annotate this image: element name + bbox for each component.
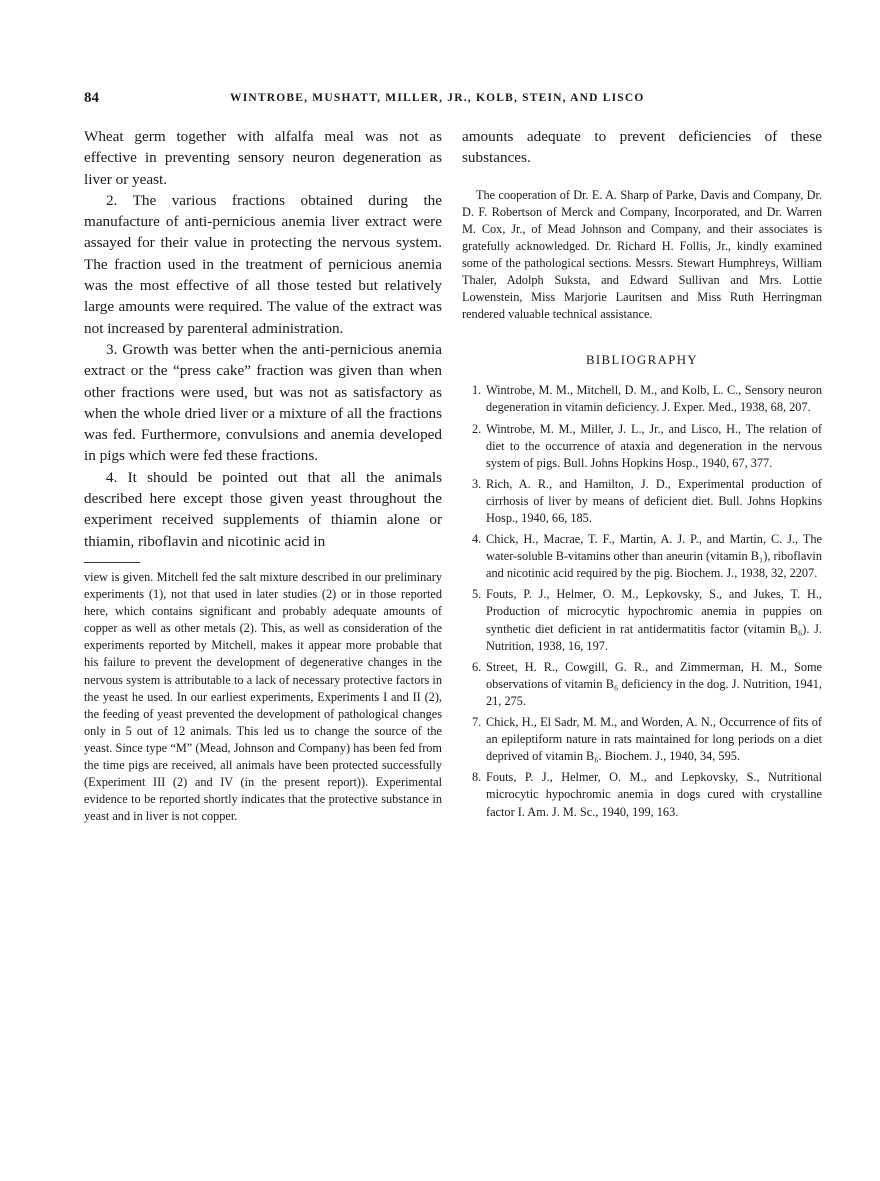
left-column [84,126,442,825]
reference-5 [462,586,822,654]
reference-6 [462,659,822,710]
reference-text: Wintrobe, M. M., Mitchell, D. M., and Kolb, L. C., Sensory neuron degeneration in vitamin deficiency. J. Exper. Med., 1938, 68, 207. [486,383,822,415]
paragraph-1: Wheat germ together with alfalfa meal was not as effective in preventing sensory neuron degeneration as liver or yeast. [84,128,442,188]
reference-text: Fouts, P. J., Helmer, O. M., and Lepkovsky, S., Nutritional microcytic hypochromic anemia in dogs cured with crystalline factor I. Am. J. M. Sc., 1940, 199, 163. [486,770,822,819]
right-column [462,126,822,825]
acknowledgment: The cooperation of Dr. E. A. Sharp of Parke, Davis and Company, Dr. D. F. Robertson of Merck and Company, Incorporated, and Dr. Warren M. Cox, Jr., of Mead Johnson and Company, and their associates is gratefully acknowledged. Dr. Richard H. Follis, Jr., kindly examined some of the pathological sections. Messrs. Stewart Humphreys, William Thaler, Adolph Suksta, and Edward Sullivan and Mrs. Lottie Lowenstein, Miss Marjorie Lauritsen and Miss Ruth Herringman rendered valuable technical assistance. [462,187,822,322]
reference-number: 7. [472,715,482,730]
paragraph-4: 4. It should be pointed out that all the animals described here except those given yeast throughout the experiment received supplements of thiamin alone or thiamin, riboflavin and nicotinic acid in [84,468,442,550]
page-number: 84 [84,90,99,106]
reference-number: 1. [472,383,482,398]
reference-text: Street, H. R., Cowgill, G. R., and Zimmerman, H. M., Some observations of vitamin B₆ deficiency in the dog. J. Nutrition, 1941, 21, 275. [486,659,822,708]
reference-number: 4. [472,532,482,547]
reference-3 [462,476,822,527]
reference-number: 6. [472,659,482,674]
bibliography-heading: BIBLIOGRAPHY [585,353,699,368]
paragraph-continuation: amounts adequate to prevent deficiencies of these substances. [462,128,822,167]
reference-number: 8. [472,770,482,785]
reference-number: 5. [472,587,482,602]
reference-text: Chick, H., Macrae, T. F., Martin, A. J. P., and Martin, C. J., The water-soluble B-vitamins other than aneurin (vitamin B₁), riboflavin and nicotinic acid required by the pig. Biochem. J., 1938, 32, 2207. [486,532,822,581]
reference-2 [462,421,822,472]
reference-text: Chick, H., El Sadr, M. M., and Worden, A. N., Occurrence of fits of an epileptiform nature in rats maintained for long periods on a diet deprived of vitamin B₆. Biochem. J., 1940, 34, 595. [486,715,822,764]
footnote-divider [84,562,140,563]
running-head: WINTROBE, MUSHATT, MILLER, JR., KOLB, STEIN, AND LISCO [230,92,645,104]
reference-text: Rich, A. R., and Hamilton, J. D., Experimental production of cirrhosis of liver by means of deficient diet. Bull. Johns Hopkins Hosp., 1940, 66, 185. [486,476,822,525]
reference-4 [462,531,822,582]
bibliography-list [462,382,822,820]
reference-number: 2. [472,421,482,436]
left-body [84,126,442,552]
paragraph-3: 3. Growth was better when the anti-pernicious anemia extract or the “press cake” fraction was given than when other fractions were used, but was not as satisfactory as when the whole dried liver or a mixture of all the fractions was fed. Furthermore, convulsions and anemia developed in pigs which were fed these fractions. [84,340,442,465]
reference-1 [462,382,822,416]
reference-text: Fouts, P. J., Helmer, O. M., Lepkovsky, S., and Jukes, T. H., Production of microcytic hypochromic anemia in puppies on synthetic diet deficient in rat antidermatitis factor (vitamin B₆). J. Nutrition, 1938, 16, 197. [486,587,822,653]
paragraph-2: 2. The various fractions obtained during the manufacture of anti-pernicious anemia liver extract were assayed for their value in protecting the nervous system. The fraction used in the treatment of pernicious anemia was the most effective of all those tested but relatively large amounts were required. The value of the extract was not increased by parenteral administration. [84,191,442,337]
reference-7 [462,714,822,765]
footnote: view is given. Mitchell fed the salt mixture described in our preliminary experiments (1), not that used in later studies (2) or in those reported here, which contains significant and probably adequate amounts of copper as well as other metals (2). This, as well as consideration of the experiments reported by Mitchell, makes it appear more probable that his failure to prevent the development of degenerative changes in the nervous system is attributable to a lack of necessary protective factors in the yeast he used. In our earliest experiments, Experiments I and II (2), the feeding of yeast prevented the development of pathological changes only in 5 out of 12 animals. This led us to change the source of the yeast. Since type “M” (Mead, Johnson and Company) has been fed from the time pigs are received, all animals have been protected successfully (Experiment III (2) and IV (in the present report)). Experimental evidence to be reported shortly indicates that the protective substance in yeast and in liver is not copper. [84,569,442,824]
reference-8 [462,769,822,820]
reference-number: 3. [472,476,482,491]
reference-text: Wintrobe, M. M., Miller, J. L., Jr., and Lisco, H., The relation of diet to the occurrence of ataxia and degeneration in the nervous system of pigs. Bull. Johns Hopkins Hosp., 1940, 67, 377. [486,421,822,470]
